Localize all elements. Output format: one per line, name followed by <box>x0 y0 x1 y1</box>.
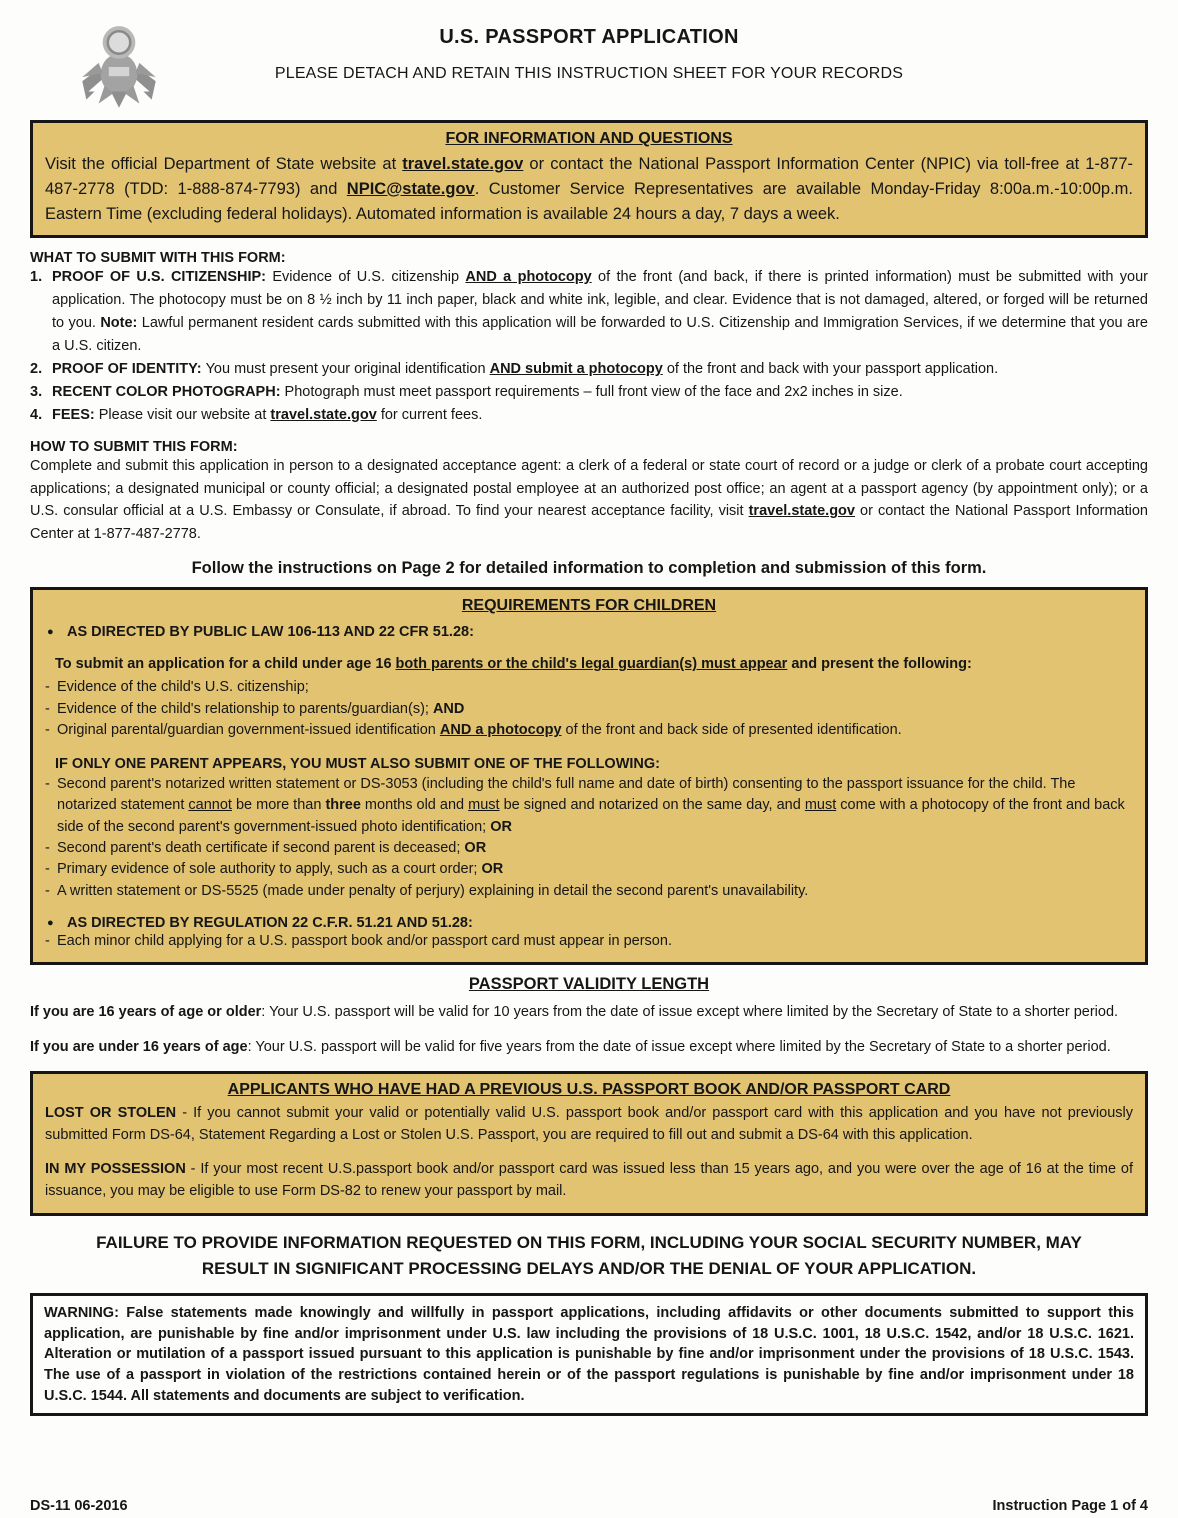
info-box-body <box>45 152 1133 226</box>
item-text <box>52 266 1148 358</box>
list-item <box>45 699 1133 720</box>
text-segment: of the front and back with your passport application. <box>662 360 999 377</box>
text-segment: : Your U.S. passport will be valid for 10 years from the date of issue except where limited by the Secretary of State to a shorter period. <box>261 1003 1119 1020</box>
page-footer <box>30 1498 1148 1514</box>
warning-text <box>44 1303 1134 1406</box>
text-segment: A written statement or DS-5525 (made under penalty of perjury) explaining in detail the second parent's unavailability. <box>57 882 809 899</box>
text-segment: IN MY POSSESSION <box>45 1160 186 1177</box>
text-segment: LOST OR STOLEN <box>45 1105 177 1122</box>
item-number: 1. <box>30 269 43 286</box>
text-segment: Visit the official Department of State website at <box>45 155 403 173</box>
item-number: 3. <box>30 383 43 400</box>
text-segment: of the front and back side of presented identification. <box>561 722 902 739</box>
text-segment: WARNING: False statements made knowingly and willfully in passport applications, including affidavits or other documents submitted to support this application, are punishable by fine and/or imprisonment under U.S. law including the provisions of 18 U.S.C. 1001, 18 U.S.C. 1542, and/or 18 U.S.C. 1621. Alteration or mutilation of a passport issued pursuant to this application is punishable by fine and/or imprisonment under the provisions of 18 U.S.C. 1543. The use of a passport in violation of the restrictions contained herein or of the passport regulations is punishable by fine and/or imprisonment under 18 U.S.C. 1544. All statements and documents are subject to verification. <box>44 1305 1134 1404</box>
list-item <box>45 859 1133 880</box>
validity-section <box>30 975 1148 1059</box>
what-to-submit-heading: WHAT TO SUBMIT WITH THIS FORM: <box>30 250 286 267</box>
text-segment: Evidence of U.S. citizenship <box>272 269 466 286</box>
item-text <box>57 859 1133 880</box>
text-segment: Original parental/guardian government-issued identification <box>57 722 440 739</box>
text-segment: for current fees. <box>376 406 483 423</box>
text-segment: both parents or the child's legal guardian(s) must appear <box>395 656 788 673</box>
text-segment: months old and <box>360 797 469 814</box>
text-segment: Second parent's death certificate if second parent is deceased; <box>57 839 465 856</box>
text-segment: Photograph must meet passport requirements – full front view of the face and 2x2 inches in size. <box>284 383 903 400</box>
text-segment: Each minor child applying for a U.S. passport book and/or passport card must appear in person. <box>57 933 672 950</box>
text-segment: Complete and submit this application in person to a designated acceptance agent: a clerk of a federal or state court of record or a judge or clerk of a probate court accepting applications; a designated municipal or county official; a designated postal employee at an authorized post office; an agent at a passport agency (by appointment only); or a U.S. consular official at a U.S. Embassy or Consulate, if abroad. To find your nearest acceptance facility, visit <box>30 457 1148 520</box>
text-segment: and present the following: <box>787 656 972 673</box>
how-to-submit-body <box>30 455 1148 547</box>
list-item <box>30 404 1148 427</box>
text-segment: or contact the National Passport Information Center (NPIC) via toll-free at 1-877-487-2778 (TDD: 1-888-874-7793) and <box>45 155 1133 198</box>
one-parent-heading: IF ONLY ONE PARENT APPEARS, YOU MUST ALSO SUBMIT ONE OF THE FOLLOWING: <box>55 755 660 772</box>
validity-heading: PASSPORT VALIDITY LENGTH <box>468 974 710 993</box>
text-segment: Lawful permanent resident cards submitted with this application will be forwarded to U.S. Citizenship and Immigration Services, if we determine that you are a U.S. citizen. <box>52 315 1148 354</box>
text-segment: FEES: <box>52 406 99 423</box>
how-to-submit-heading: HOW TO SUBMIT THIS FORM: <box>30 438 238 455</box>
dash-icon: - <box>45 882 50 899</box>
item-text <box>57 838 1133 859</box>
page-subtitle: PLEASE DETACH AND RETAIN THIS INSTRUCTION SHEET FOR YOUR RECORDS <box>274 65 904 82</box>
text-segment: come with a photocopy of the front and back side of the second parent's government-issued photo identification; <box>57 797 1125 835</box>
failure-note: FAILURE TO PROVIDE INFORMATION REQUESTED ON THIS FORM, INCLUDING YOUR SOCIAL SECURITY NUMBER, MAY RESULT IN SIGNIFICANT PROCESSING DELAYS AND/OR THE DENIAL OF YOUR APPLICATION. <box>96 1233 1082 1278</box>
text-segment: To submit an application for a child under age 16 <box>55 656 396 673</box>
lost-or-stolen-para <box>45 1103 1133 1147</box>
text-segment: OR <box>481 861 504 878</box>
text-segment: RECENT COLOR PHOTOGRAPH: <box>52 383 285 400</box>
form-number: DS-11 06-2016 <box>30 1498 128 1514</box>
page-number-label: Instruction Page 1 of 4 <box>992 1498 1148 1514</box>
dash-icon: - <box>45 861 50 878</box>
text-segment: - If you cannot submit your valid or potentially valid U.S. passport book and/or passport card with this application and you have not previously submitted Form DS-64, Statement Regarding a Lost or Stolen U.S. Passport, you are required to fill out and submit a DS-64 with this application. <box>45 1105 1133 1144</box>
text-segment: You must present your original identification <box>205 360 490 377</box>
text-segment: or contact the National Passport Information Center at 1-877-487-2778. <box>30 503 1148 543</box>
text-segment: OR <box>490 818 512 835</box>
previous-box-heading: APPLICANTS WHO HAVE HAD A PREVIOUS U.S. PASSPORT BOOK AND/OR PASSPORT CARD <box>227 1081 951 1099</box>
text-segment: must <box>468 797 500 814</box>
text-segment: If you are 16 years of age or older <box>30 1003 262 1020</box>
dash-icon: - <box>45 679 50 696</box>
public-law-bullet <box>45 624 1133 640</box>
text-segment: travel.state.gov <box>402 155 524 173</box>
children-box-heading: REQUIREMENTS FOR CHILDREN <box>461 597 717 615</box>
text-segment: Note: <box>100 315 138 332</box>
item-text <box>57 881 1133 902</box>
text-segment: be signed and notarized on the same day, and <box>499 797 805 814</box>
bullet-text: AS DIRECTED BY REGULATION 22 C.F.R. 51.21 AND 51.28: <box>67 915 473 932</box>
text-segment: AND submit a photocopy <box>489 360 663 377</box>
list-item <box>45 774 1133 838</box>
info-questions-box <box>30 120 1148 238</box>
text-segment: PROOF OF U.S. CITIZENSHIP: <box>52 269 273 286</box>
dash-icon: - <box>45 839 50 856</box>
validity-16-or-older <box>30 1002 1148 1024</box>
list-item <box>45 720 1133 741</box>
text-segment: Second parent's notarized written statement or DS-3053 (including the child's full name and date of birth) consenting to the passport issuance for the child. The notarized statement <box>57 775 1076 814</box>
item-text <box>57 677 1133 698</box>
text-segment: : Your U.S. passport will be valid for five years from the date of issue except where limited by the Secretary of State to a shorter period. <box>247 1038 1111 1055</box>
text-segment: must <box>804 797 837 814</box>
dash-icon: - <box>45 700 50 717</box>
text-segment: PROOF OF IDENTITY: <box>52 360 206 377</box>
children-intro <box>55 654 1133 675</box>
validity-under-16 <box>30 1037 1148 1059</box>
what-to-submit-section <box>30 250 1148 426</box>
list-item <box>30 358 1148 381</box>
list-item <box>45 931 1133 952</box>
text-segment: Please visit our website at <box>98 406 271 423</box>
text-segment: be more than <box>231 797 326 814</box>
regulation-bullet <box>45 915 1133 931</box>
dash-icon: - <box>45 933 50 950</box>
list-item <box>30 266 1148 358</box>
list-item <box>45 838 1133 859</box>
text-segment: AND a photocopy <box>465 269 592 286</box>
item-number: 4. <box>30 406 43 423</box>
page-title: U.S. PASSPORT APPLICATION <box>439 26 739 48</box>
item-text <box>57 931 1133 952</box>
item-number: 2. <box>30 360 43 377</box>
bullet-icon: ● <box>47 917 54 930</box>
text-segment: AND a photocopy <box>439 722 562 739</box>
text-segment: If you are under 16 years of age <box>30 1038 248 1055</box>
follow-instructions-note: Follow the instructions on Page 2 for detailed information to completion and submission of this form. <box>191 559 987 578</box>
list-item <box>30 381 1148 404</box>
text-segment: of the front (and back, if there is printed information) must be submitted with your application. The photocopy must be on 8 ½ inch by 11 inch paper, black and white ink, legible, and clear. Evidence that is not damaged, altered, or forged will be returned to you. <box>52 269 1148 332</box>
text-segment: Evidence of the child's relationship to parents/guardian(s); <box>57 700 433 717</box>
item-text <box>57 774 1133 838</box>
bullet-text: AS DIRECTED BY PUBLIC LAW 106-113 AND 22 CFR 51.28: <box>67 624 474 641</box>
text-segment: OR <box>464 839 487 856</box>
dash-icon: - <box>45 775 50 792</box>
text-segment: three <box>325 797 361 814</box>
item-text <box>52 381 1148 404</box>
list-item <box>45 677 1133 698</box>
text-segment: Primary evidence of sole authority to apply, such as a court order; <box>57 861 482 878</box>
item-text <box>57 720 1133 741</box>
great-seal-eagle-icon <box>68 18 170 120</box>
previous-passport-box <box>30 1071 1148 1216</box>
text-segment: travel.state.gov <box>270 406 377 423</box>
text-segment: NPIC@state.gov <box>346 179 475 198</box>
item-text <box>52 358 1148 381</box>
item-text <box>57 699 1133 720</box>
warning-box <box>30 1293 1148 1416</box>
list-item <box>45 881 1133 902</box>
requirements-for-children-box <box>30 587 1148 965</box>
bullet-icon: ● <box>47 626 54 639</box>
text-segment: . Customer Service Representatives are available Monday-Friday 8:00a.m.-10:00p.m. Eastern Time (excluding federal holidays). Automated information is available 24 hours a day, 7 days a week. <box>45 179 1133 223</box>
text-segment: travel.state.gov <box>748 503 855 520</box>
text-segment: - If your most recent U.S.passport book and/or passport card was issued less than 15 years ago, and you were over the age of 16 at the time of issuance, you may be eligible to use Form DS-82 to renew your passport by mail. <box>45 1160 1133 1199</box>
text-segment: cannot <box>188 797 232 814</box>
info-box-heading: FOR INFORMATION AND QUESTIONS <box>445 130 733 147</box>
item-text <box>52 404 1148 427</box>
text-segment: Evidence of the child's U.S. citizenship; <box>57 679 309 696</box>
in-my-possession-para <box>45 1159 1133 1203</box>
text-segment: AND <box>432 700 465 717</box>
how-to-submit-section <box>30 439 1148 547</box>
dash-icon: - <box>45 722 50 739</box>
page-header <box>30 18 1148 114</box>
